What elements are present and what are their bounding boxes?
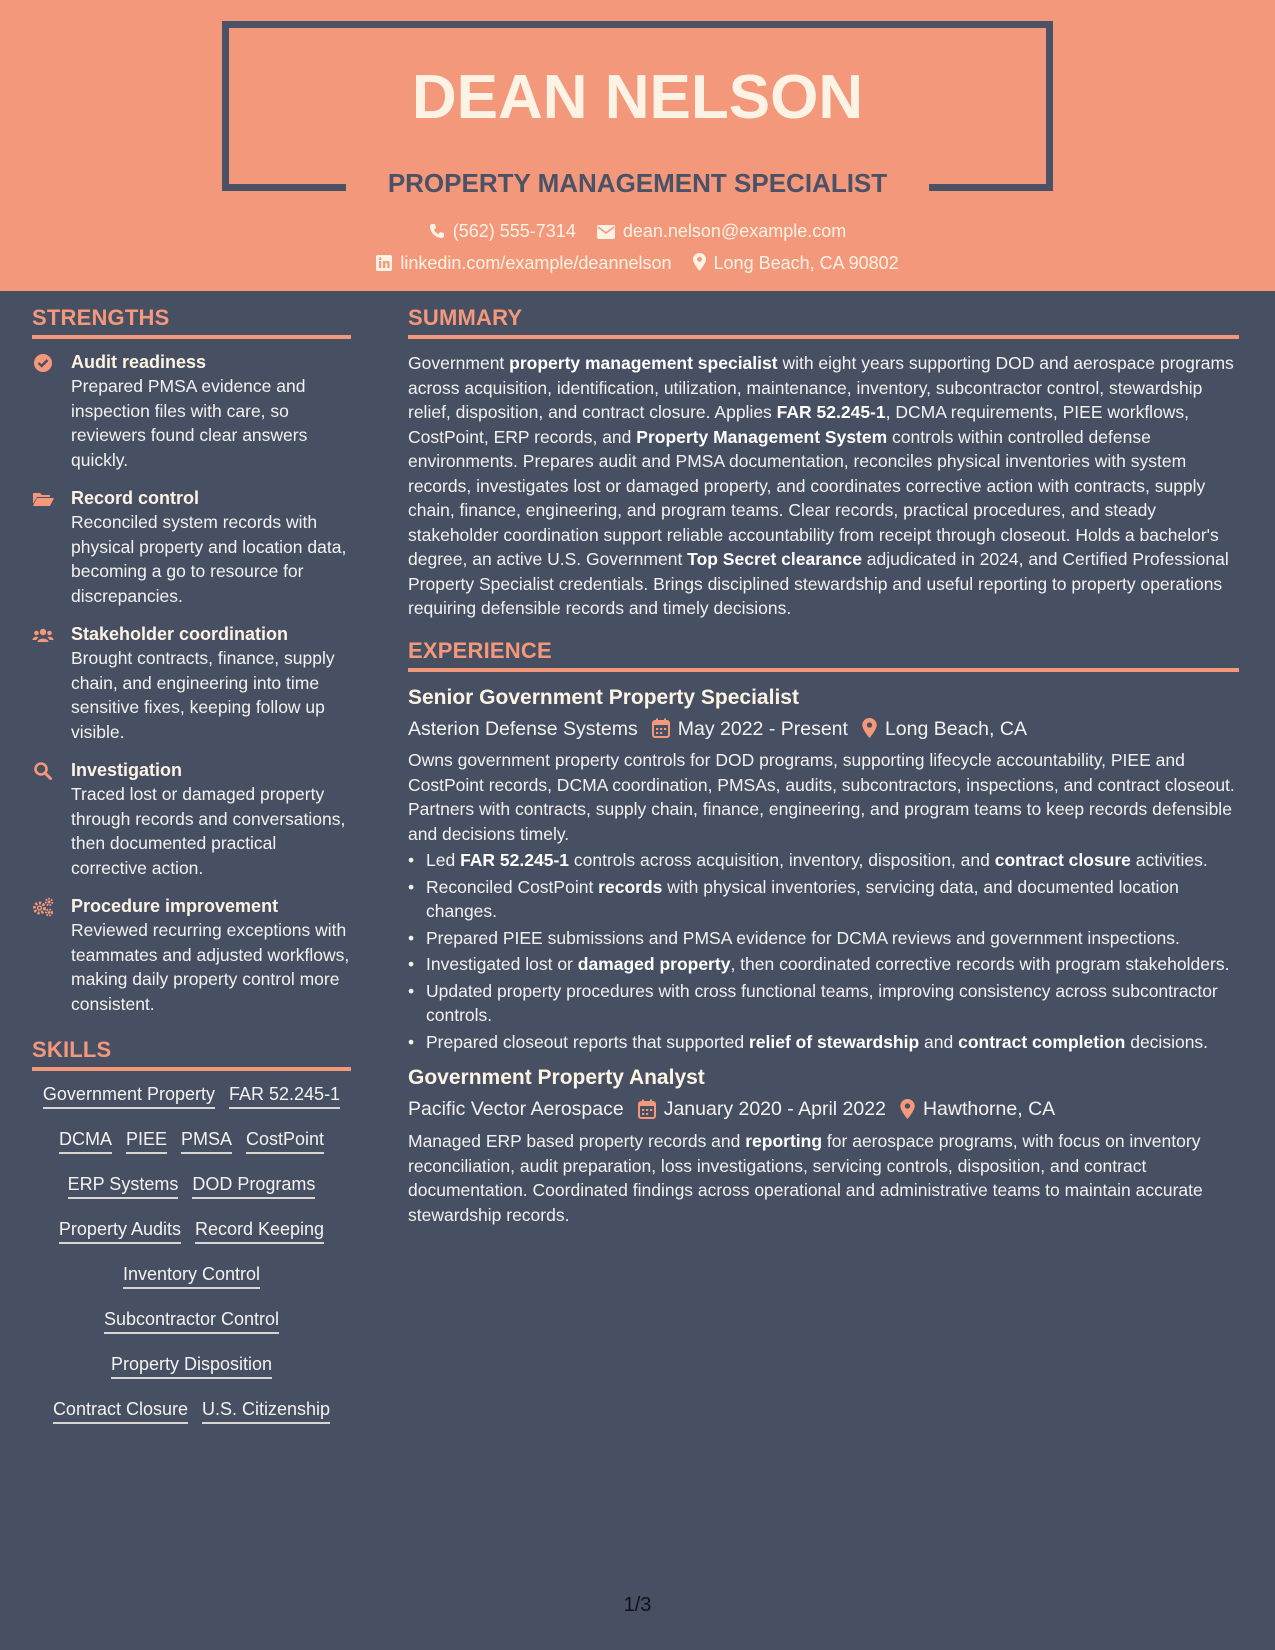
experience-heading: EXPERIENCE xyxy=(408,638,1239,672)
left-column xyxy=(32,305,351,1443)
candidate-role: PROPERTY MANAGEMENT SPECIALIST xyxy=(387,168,888,198)
strength-title: Audit readiness xyxy=(71,352,207,372)
phone-icon xyxy=(429,223,445,239)
map-pin-icon xyxy=(862,718,877,738)
text-span: for aerospace programs, with focus on inventory reconciliation, audit preparation, loss investigations, servicing controls, disposition, and contract documentation. Coordinated findings across operational and administrative teams to maintain accurate stewardship records. xyxy=(408,1131,1203,1225)
email-item[interactable] xyxy=(597,221,846,242)
list-item xyxy=(408,952,1239,977)
strength-title: Record control xyxy=(71,488,200,508)
phone-text: (562) 555-7314 xyxy=(452,221,576,241)
phone-item[interactable] xyxy=(429,221,576,242)
page-number: 1/3 xyxy=(623,1594,652,1616)
company-name: Asterion Defense Systems xyxy=(408,717,638,740)
job-location: Hawthorne, CA xyxy=(922,1098,1056,1121)
envelope-icon xyxy=(597,225,615,239)
job-dates: May 2022 - Present xyxy=(677,717,848,740)
emphasis-text: contract closure xyxy=(994,850,1131,871)
job-meta xyxy=(408,714,1239,743)
text-span: activities. xyxy=(1130,850,1208,871)
skill-tag: Contract Closure xyxy=(53,1398,188,1424)
contact-row-2 xyxy=(0,253,1275,274)
emphasis-text: relief of stewardship xyxy=(748,1031,920,1052)
text-span: with eight years supporting DOD and aerospace programs across acquisition, identification, utilization, maintenance, inventory, subcontractor control, stewardship relief, disposition, and contract closure. Applies xyxy=(408,353,1234,422)
summary-heading: SUMMARY xyxy=(408,305,1239,339)
strength-description: Prepared PMSA evidence and inspection files with care, so reviewers found clear answers quickly. xyxy=(71,376,308,470)
text-span: Investigated lost or xyxy=(426,954,578,975)
linkedin-icon xyxy=(376,255,392,271)
job-entry xyxy=(408,684,1239,1055)
skill-tag: FAR 52.245-1 xyxy=(229,1083,340,1109)
text-span: Managed ERP based property records and xyxy=(408,1131,746,1152)
job-title: Government Property Analyst xyxy=(408,1066,705,1090)
job-meta xyxy=(408,1094,1239,1123)
skill-tag: Inventory Control xyxy=(123,1263,260,1289)
strength-description: Traced lost or damaged property through records and conversations, then documented practical corrective action. xyxy=(71,784,346,878)
job-title: Senior Government Property Specialist xyxy=(408,685,799,709)
linkedin-item[interactable] xyxy=(376,253,671,274)
strength-description: Reconciled system records with physical property and location data, becoming a go to resource for discrepancies. xyxy=(71,512,347,606)
strength-title: Procedure improvement xyxy=(71,896,279,916)
gears-icon xyxy=(32,897,54,917)
text-span: with physical inventories, servicing data, and documented location changes. xyxy=(426,876,1179,922)
job-location: Long Beach, CA xyxy=(884,717,1027,740)
strength-item xyxy=(32,623,351,744)
job-dates: January 2020 - April 2022 xyxy=(663,1098,886,1121)
strength-item xyxy=(32,487,351,608)
strength-description: Brought contracts, finance, supply chain, and engineering into time sensitive fixes, keeping follow up visible. xyxy=(71,648,335,742)
skill-tag: PIEE xyxy=(126,1128,167,1154)
list-item xyxy=(408,875,1239,924)
skill-tag: Record Keeping xyxy=(195,1218,324,1244)
text-span: adjudicated in 2024, and Certified Professional Property Specialist credentials. Brings disciplined stewardship and useful reporting to property operations requiring defensible records and timely decisions. xyxy=(408,549,1229,618)
skills-row xyxy=(32,1083,351,1128)
summary-text xyxy=(408,351,1239,621)
text-span: Prepared PIEE submissions and PMSA evidence for DCMA reviews and government inspections. xyxy=(426,927,1180,948)
check-circle-icon xyxy=(32,353,54,373)
location-text: Long Beach, CA 90802 xyxy=(713,253,899,273)
job-bullets xyxy=(408,848,1239,1054)
resume-header xyxy=(0,0,1275,291)
folder-open-icon xyxy=(32,489,54,509)
strength-item xyxy=(32,759,351,880)
skills-row xyxy=(32,1353,351,1398)
job-entry xyxy=(408,1064,1239,1227)
emphasis-text: records xyxy=(598,876,663,897)
strength-item xyxy=(32,351,351,472)
strengths-heading: STRENGTHS xyxy=(32,305,351,339)
skills-row xyxy=(32,1263,351,1308)
calendar-icon xyxy=(652,718,670,738)
skills-list xyxy=(32,1083,351,1443)
emphasis-text: reporting xyxy=(745,1131,823,1152)
list-item xyxy=(408,1030,1239,1055)
strengths-list xyxy=(32,351,351,1016)
text-span: controls within controlled defense environments. Prepares audit and PMSA documentation, reconciles physical inventories with system records, investigates lost or damaged property, and coordinates corrective action with contracts, supply chain, finance, engineering, and program teams. Clear records, practical procedures, and steady stakeholder coordination support reliable accountability from receipt through closeout. Holds a bachelor's degree, an active U.S. Government xyxy=(408,426,1219,569)
skill-tag: CostPoint xyxy=(246,1128,324,1154)
right-column xyxy=(408,305,1239,1227)
emphasis-text: FAR 52.245-1 xyxy=(460,850,570,871)
text-span: Reconciled CostPoint xyxy=(426,876,599,897)
search-icon xyxy=(32,761,54,781)
text-span: Prepared closeout reports that supported xyxy=(426,1031,749,1052)
text-span: decisions. xyxy=(1125,1031,1209,1052)
text-span: Owns government property controls for DOD programs, supporting lifecycle accountability, PIEE and CostPoint records, DCMA coordination, PMSAs, audits, subcontractors, inspections, and contract closeout. Partners with contracts, supply chain, finance, engineering, and program teams to keep records defensible and decisions timely. xyxy=(408,750,1235,844)
job-description xyxy=(408,748,1239,846)
skill-tag: ERP Systems xyxy=(68,1173,179,1199)
strength-description: Reviewed recurring exceptions with teammates and adjusted workflows, making daily property control more consistent. xyxy=(71,920,350,1014)
strength-title: Investigation xyxy=(71,760,183,780)
skills-row xyxy=(32,1218,351,1263)
strength-item xyxy=(32,895,351,1016)
company-name: Pacific Vector Aerospace xyxy=(408,1098,624,1121)
skill-tag: Government Property xyxy=(43,1083,215,1109)
text-span: , then coordinated corrective records with program stakeholders. xyxy=(730,954,1230,975)
linkedin-text: linkedin.com/example/deannelson xyxy=(400,253,672,273)
skills-row xyxy=(32,1398,351,1443)
skill-tag: PMSA xyxy=(181,1128,232,1154)
text-span: Updated property procedures with cross functional teams, improving consistency across subcontractor controls. xyxy=(426,980,1218,1026)
skills-row xyxy=(32,1173,351,1218)
map-pin-icon xyxy=(693,253,706,271)
candidate-name: DEAN NELSON xyxy=(411,63,864,132)
location-item xyxy=(693,253,899,274)
emphasis-text: FAR 52.245-1 xyxy=(776,402,886,422)
skill-tag: DOD Programs xyxy=(192,1173,315,1199)
emphasis-text: contract completion xyxy=(958,1031,1126,1052)
skills-row xyxy=(32,1308,351,1353)
text-span: Government xyxy=(408,353,510,373)
list-item xyxy=(408,926,1239,951)
text-span: Led xyxy=(426,850,461,871)
skills-heading: SKILLS xyxy=(32,1037,351,1071)
email-text: dean.nelson@example.com xyxy=(622,221,847,241)
text-span: controls across acquisition, inventory, disposition, and xyxy=(569,850,995,871)
skill-tag: DCMA xyxy=(59,1128,112,1154)
emphasis-text: Property Management System xyxy=(636,426,888,447)
emphasis-text: Top Secret clearance xyxy=(687,549,862,569)
users-icon xyxy=(32,625,54,645)
skill-tag: Property Disposition xyxy=(111,1353,272,1379)
job-description xyxy=(408,1129,1239,1227)
text-span: , DCMA requirements, PIEE workflows, CostPoint, ERP records, and xyxy=(408,402,1190,447)
strength-title: Stakeholder coordination xyxy=(71,624,289,644)
calendar-icon xyxy=(638,1099,656,1119)
map-pin-icon xyxy=(900,1099,915,1119)
skill-tag: U.S. Citizenship xyxy=(202,1398,330,1424)
skill-tag: Property Audits xyxy=(59,1218,181,1244)
skills-row xyxy=(32,1128,351,1173)
jobs-list xyxy=(408,684,1239,1228)
contact-row-1 xyxy=(0,221,1275,242)
list-item xyxy=(408,848,1239,873)
skill-tag: Subcontractor Control xyxy=(104,1308,279,1334)
emphasis-text: damaged property xyxy=(577,954,731,975)
list-item xyxy=(408,979,1239,1028)
emphasis-text: property management specialist xyxy=(509,353,778,373)
text-span: and xyxy=(919,1031,959,1052)
